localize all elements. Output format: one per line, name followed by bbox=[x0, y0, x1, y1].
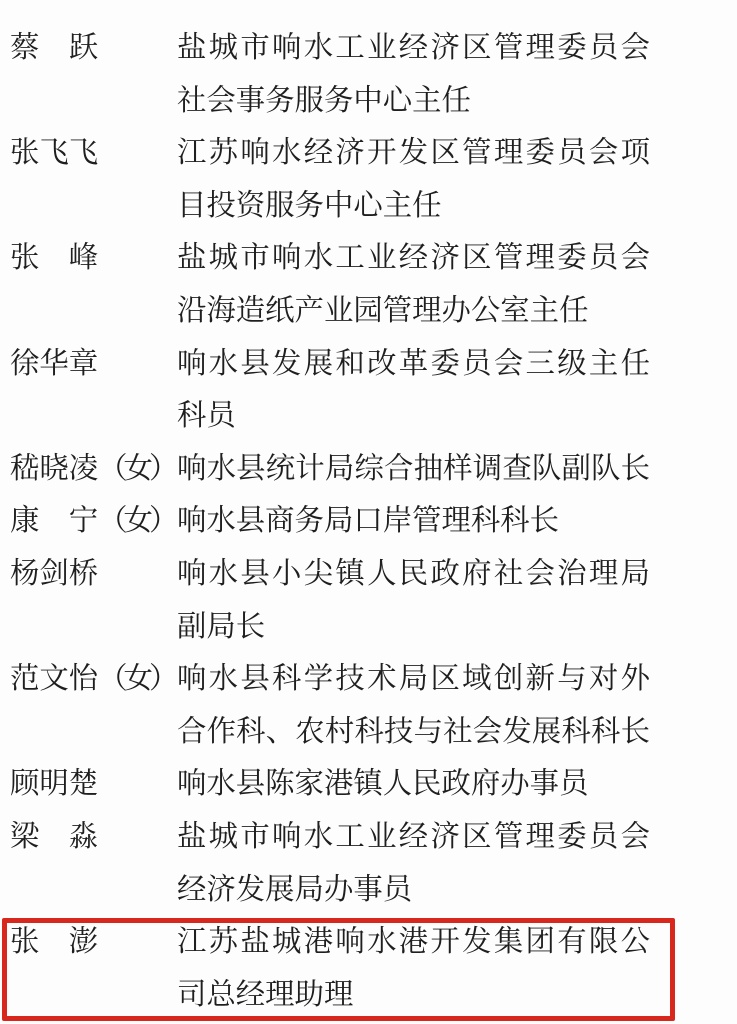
roster-row bbox=[0, 127, 737, 232]
title-line: 响水县统计局综合抽样调查队副队长 bbox=[177, 452, 650, 485]
roster-row bbox=[0, 443, 737, 496]
person-name bbox=[0, 338, 177, 391]
roster-row bbox=[0, 758, 737, 811]
person-title bbox=[177, 548, 650, 653]
title-line: 盐城市响水工业经济区管理委员会 bbox=[177, 32, 650, 64]
name-text: 张飞飞 bbox=[10, 137, 99, 170]
person-title bbox=[177, 811, 650, 916]
title-line: 江苏响水经济开发区管理委员会项 bbox=[177, 137, 650, 170]
person-title bbox=[177, 232, 650, 337]
name-text: 徐华章 bbox=[10, 347, 99, 380]
roster-row bbox=[0, 22, 737, 127]
name-text: 张 澎 bbox=[10, 926, 99, 959]
person-title bbox=[177, 22, 650, 127]
title-line: 响水县科学技术局区域创新与对外 bbox=[177, 663, 650, 696]
title-line: 科员 bbox=[177, 400, 236, 433]
title-line: 响水县小尖镇人民政府社会治理局 bbox=[177, 557, 650, 590]
roster-row bbox=[0, 232, 737, 337]
gender-note: （女） bbox=[98, 452, 175, 485]
name-text: 杨剑桥 bbox=[10, 557, 99, 590]
roster-row bbox=[0, 653, 737, 758]
person-name bbox=[0, 916, 177, 969]
title-line: 响水县发展和改革委员会三级主任 bbox=[177, 347, 650, 380]
person-name bbox=[0, 653, 177, 706]
title-line: 经济发展局办事员 bbox=[177, 873, 413, 906]
person-title bbox=[177, 127, 650, 232]
title-line: 响水县陈家港镇人民政府办事员 bbox=[177, 768, 589, 801]
name-text: 蔡 跃 bbox=[10, 32, 99, 64]
roster-row bbox=[0, 811, 737, 916]
name-text: 顾明楚 bbox=[10, 768, 99, 801]
title-line: 副局长 bbox=[177, 610, 266, 643]
name-text: 范文怡 bbox=[10, 663, 99, 696]
roster-row bbox=[0, 338, 737, 443]
person-title bbox=[177, 758, 650, 811]
name-text: 康 宁 bbox=[10, 505, 99, 538]
person-title bbox=[177, 495, 650, 548]
person-name bbox=[0, 811, 177, 864]
name-text: 嵇晓凌 bbox=[10, 452, 99, 485]
title-line: 目投资服务中心主任 bbox=[177, 189, 442, 222]
name-text: 张 峰 bbox=[10, 242, 99, 275]
person-name bbox=[0, 22, 177, 75]
person-name bbox=[0, 548, 177, 601]
roster-row bbox=[0, 548, 737, 653]
person-title bbox=[177, 338, 650, 443]
person-name bbox=[0, 127, 177, 180]
title-line: 响水县商务局口岸管理科科长 bbox=[177, 505, 560, 538]
title-line: 盐城市响水工业经济区管理委员会 bbox=[177, 820, 650, 853]
person-name bbox=[0, 495, 177, 548]
person-name bbox=[0, 758, 177, 811]
title-line: 沿海造纸产业园管理办公室主任 bbox=[177, 294, 589, 327]
person-name bbox=[0, 232, 177, 285]
name-text: 梁 淼 bbox=[10, 820, 99, 853]
title-line: 江苏盐城港响水港开发集团有限公 bbox=[177, 926, 650, 959]
person-title bbox=[177, 653, 650, 758]
roster-row-highlighted bbox=[0, 916, 737, 1021]
title-line: 合作科、农村科技与社会发展科科长 bbox=[177, 715, 650, 748]
person-name bbox=[0, 443, 177, 496]
person-title bbox=[177, 916, 650, 1021]
roster-row bbox=[0, 495, 737, 548]
person-title bbox=[177, 443, 650, 496]
title-line: 盐城市响水工业经济区管理委员会 bbox=[177, 242, 650, 275]
title-line: 社会事务服务中心主任 bbox=[177, 84, 471, 117]
gender-note: （女） bbox=[98, 505, 175, 538]
gender-note: （女） bbox=[98, 663, 175, 696]
title-line: 司总经理助理 bbox=[177, 978, 354, 1011]
